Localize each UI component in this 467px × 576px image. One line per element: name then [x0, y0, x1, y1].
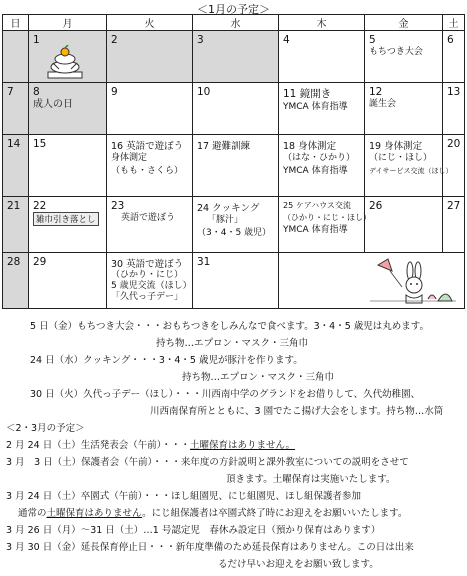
day-cell-14 [3, 135, 29, 197]
day-cell-21 [3, 197, 29, 253]
day-number: 13 [447, 86, 461, 98]
note-line [6, 505, 464, 522]
day-number: 19 身体測定 [369, 141, 423, 152]
day-number: 5 [369, 34, 376, 46]
day-number: 10 [197, 86, 211, 98]
day-number: 2 [111, 34, 118, 46]
section-heading: ＜2・3月の予定＞ [6, 423, 85, 434]
note-line: 3 月 3 日（土）保護者会（午前）・・・来年度の方針説明と課外教室についての説明をさせて [6, 457, 409, 468]
day-number: 6 [447, 34, 454, 46]
note-line: 持ち物…エプロン・マスク・三角巾 [182, 372, 335, 383]
day-cell-29 [29, 253, 107, 309]
event-text: 5 歳児交流（ほし） [111, 281, 192, 291]
event-text: もちつき大会 [369, 47, 423, 57]
day-number: 22 [33, 200, 47, 212]
event-text: （ひかり・にじ・ほし） [283, 213, 371, 222]
weekday-sun: 日 [3, 15, 29, 31]
event-text: 英語で遊ぼう [121, 213, 176, 223]
note-line: 川西南保育所とともに、3 園でたこ揚げ大会をします。持ち物…水筒 [150, 406, 444, 417]
event-text: 「久代っ子デー」 [111, 292, 184, 302]
note-emphasis: 土曜保育はありません。 [189, 440, 296, 451]
note-line [6, 437, 464, 454]
day-number: 7 [7, 86, 14, 98]
day-cell-5 [365, 31, 443, 83]
day-cell-15 [29, 135, 107, 197]
day-number: 16 英語で遊ぼう [111, 141, 184, 152]
weekday-thu: 木 [279, 15, 365, 31]
day-cell-27 [443, 197, 465, 253]
day-number: 20 [447, 138, 461, 150]
day-number: 21 [7, 200, 21, 212]
event-text: 成人の日 [33, 99, 73, 110]
day-cell-24 [193, 197, 279, 253]
day-cell-30 [107, 253, 193, 309]
weekday-sat: 土 [443, 15, 465, 31]
calendar-week-1 [3, 31, 465, 83]
weekday-header-row [3, 15, 465, 31]
note-text: 通常の [18, 508, 47, 519]
day-cell-7 [3, 83, 29, 135]
page-title: ＜1月の予定＞ [197, 3, 270, 16]
note-line: 24 日（水）クッキング・・・3・4・5 歳児が豚汁を作ります。 [30, 355, 303, 366]
note-line: 3 月 26 日（月）～31 日（土）…1 号認定児 春休み設定日（預かり保育はあります） [6, 525, 381, 536]
event-text: デイサービス交流（ほし） [369, 167, 453, 175]
day-number: 12 [369, 86, 383, 98]
note-line: 持ち物…エプロン・マスク・三角巾 [156, 338, 309, 349]
day-cell-empty [279, 253, 465, 309]
note-text: 。にじ組保護者は卒園式終了時にお迎えをお願いいたします。 [142, 508, 408, 519]
calendar-week-3 [3, 135, 465, 197]
event-text: （3・4・5 歳児） [197, 228, 272, 238]
day-number: 17 避難訓練 [197, 141, 251, 152]
day-cell-23 [107, 197, 193, 253]
event-text: （ひかり・にじ） [111, 270, 184, 280]
day-number: 26 [369, 200, 383, 212]
weekday-tue: 火 [107, 15, 193, 31]
day-cell-12 [365, 83, 443, 135]
calendar-table [2, 14, 465, 309]
day-cell-3 [193, 31, 279, 83]
note-line: 3 月 30 日（金）延長保育停止日・・・新年度準備のため延長保育はありません。この日は出来 [6, 542, 414, 553]
day-number: 31 [197, 256, 211, 268]
weekday-wed: 水 [193, 15, 279, 31]
event-text: YMCA 体育指導 [283, 225, 348, 235]
day-number: 27 [447, 200, 461, 212]
day-cell-10 [193, 83, 279, 135]
event-text: （もも・さくら） [111, 166, 184, 176]
weekday-fri: 金 [365, 15, 443, 31]
day-number: 9 [111, 86, 118, 98]
day-cell-20 [443, 135, 465, 197]
day-cell-28 [3, 253, 29, 309]
note-text: 2 月 24 日（土）生活発表会（午前）・・・ [6, 440, 190, 451]
notes-section [6, 318, 464, 573]
event-text: YMCA 体育指導 [283, 102, 348, 112]
note-line: 3 月 24 日（土）卒園式（午前）・・・ほし組園児、にじ組園児、ほし組保護者参加 [6, 491, 361, 502]
day-cell-31 [193, 253, 279, 309]
event-text: （にじ・ほし） [369, 153, 433, 163]
day-number: 29 [33, 256, 47, 268]
calendar-week-2 [3, 83, 465, 135]
day-number: 24 クッキング [197, 203, 260, 214]
day-cell-17 [193, 135, 279, 197]
event-text: 「豚汁」 [207, 215, 244, 225]
event-text: （はな・ひかり） [283, 153, 356, 163]
day-number: 25 ケアハウス交流 [283, 201, 351, 210]
day-cell-13 [443, 83, 465, 135]
day-cell-6 [443, 31, 465, 83]
rabbit-kite-illustration [368, 257, 458, 305]
day-number: 18 身体測定 [283, 141, 337, 152]
note-line: 30 日（火）久代っ子デー（ほし）・・・川西南中学のグランドをお借りして、久代幼稚園、 [30, 389, 421, 400]
day-number: 15 [33, 138, 47, 150]
note-line: 5 日（金）もちつき大会・・・おもちつきをしみんなで食べます。3・4・5 歳児は丸めます。 [30, 321, 430, 332]
day-cell-22 [29, 197, 107, 253]
day-cell-2 [107, 31, 193, 83]
day-cell-8 [29, 83, 107, 135]
day-cell-18 [279, 135, 365, 197]
day-cell-empty [3, 31, 29, 83]
day-cell-11 [279, 83, 365, 135]
day-cell-9 [107, 83, 193, 135]
note-line: 頂きます。土曜保育は実施いたします。 [226, 474, 396, 485]
event-text: 雑巾引き落とし [33, 212, 99, 226]
day-number: 28 [7, 256, 21, 268]
day-cell-25 [279, 197, 371, 253]
weekday-mon: 月 [29, 15, 107, 31]
day-cell-26 [365, 197, 443, 253]
day-number: 1 [33, 34, 40, 46]
calendar-week-4 [3, 197, 465, 253]
note-emphasis: 土曜保育はありません [46, 508, 143, 519]
note-line: るだけ早いお迎えをお願い致します。 [218, 559, 379, 570]
day-number: 4 [283, 34, 290, 46]
event-text: 身体測定 [111, 153, 148, 163]
day-number: 3 [197, 34, 204, 46]
event-text: YMCA 体育指導 [283, 166, 348, 176]
day-number: 30 英語で遊ぼう [111, 259, 184, 270]
day-number: 11 鏡開き [283, 88, 332, 100]
day-cell-4 [279, 31, 365, 83]
day-number: 14 [7, 138, 21, 150]
day-cell-19 [365, 135, 453, 197]
day-number: 23 [111, 200, 125, 212]
kagami-mochi-icon [45, 45, 85, 79]
event-text: 誕生会 [369, 99, 397, 109]
day-cell-1 [29, 31, 107, 83]
day-cell-16 [107, 135, 193, 197]
day-number: 8 [33, 86, 40, 98]
calendar-week-5 [3, 253, 465, 309]
